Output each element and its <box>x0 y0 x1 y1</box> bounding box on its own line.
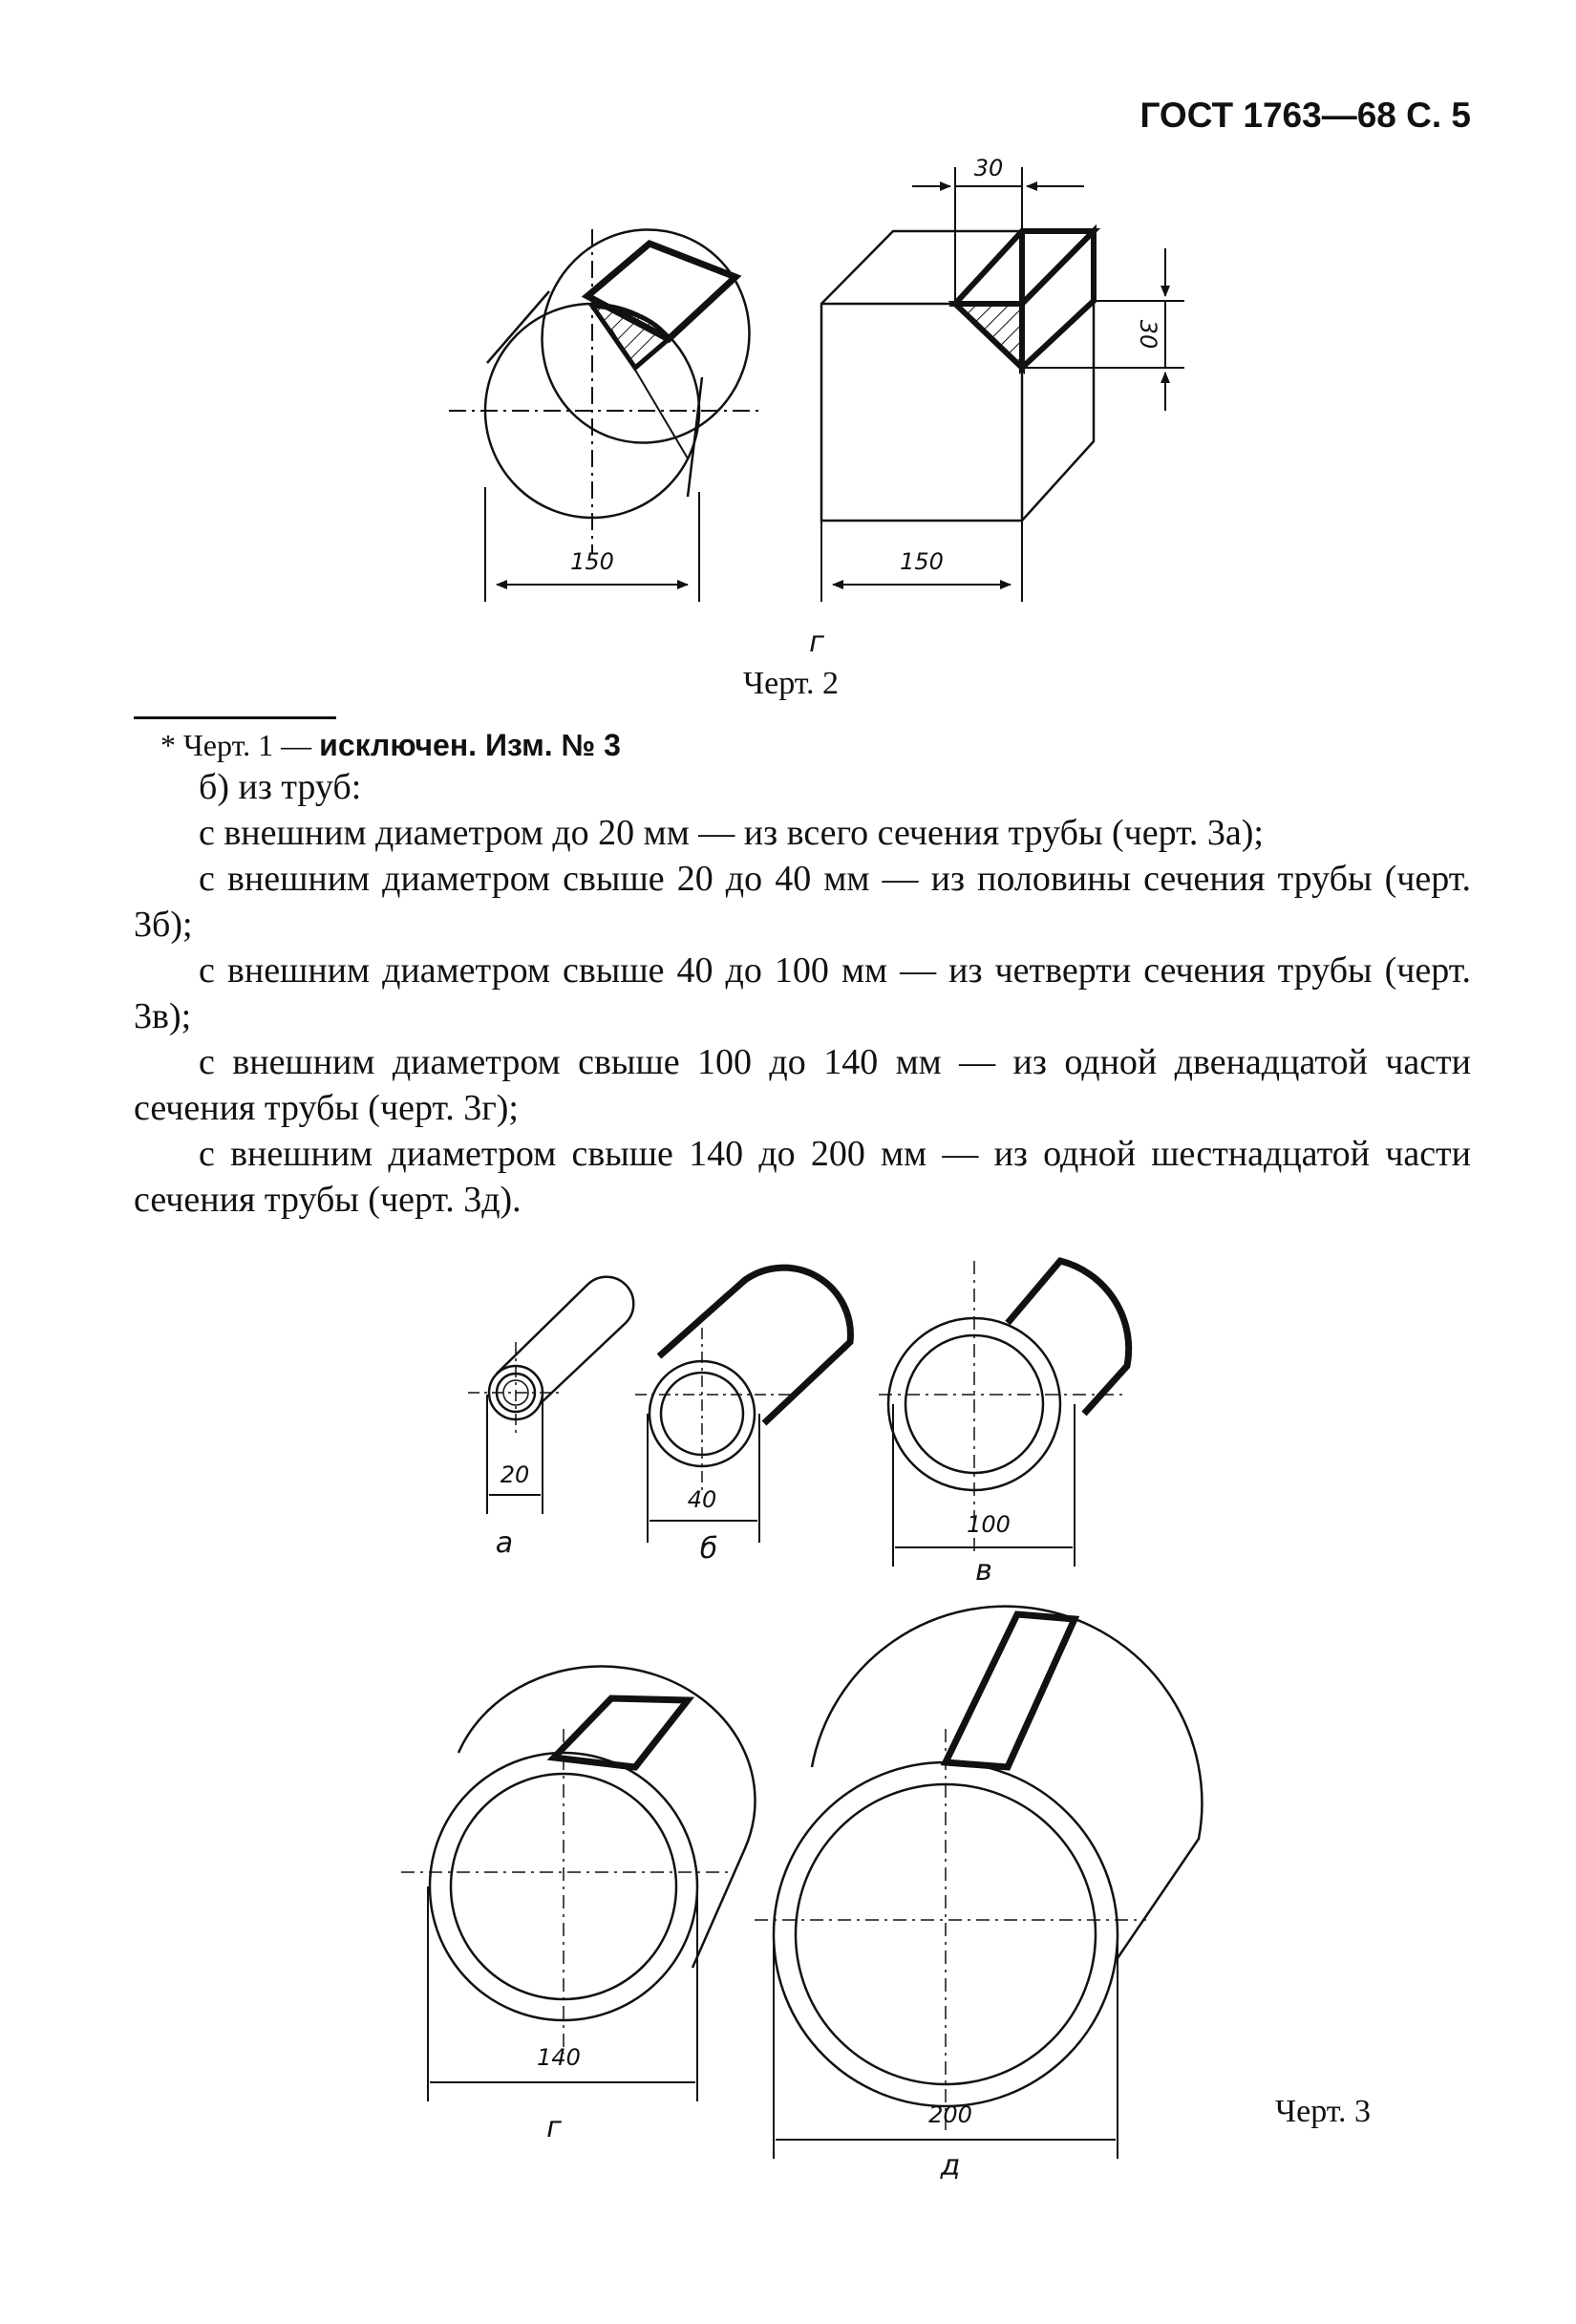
paragraph: с внешним диаметром до 20 мм — из всего сечения трубы (черт. 3а); <box>199 813 1264 853</box>
figure-2-drawing <box>0 0 1576 688</box>
body-text <box>134 764 1471 1223</box>
pipe-d-label: д <box>940 2149 961 2183</box>
paragraph: б) из труб: <box>199 767 362 807</box>
pipe-v-dimension: 100 <box>967 1511 1011 1538</box>
cube-top-dimension: 30 <box>973 155 1004 181</box>
cylinder-cut-section <box>587 244 735 368</box>
paragraph: с внешним диаметром свыше 140 до 200 мм — из одной шестнадцатой части сечения трубы (черт. 3д). <box>134 1134 1471 1220</box>
footnote-rule <box>134 716 336 719</box>
pipe-b-label: б <box>699 1532 718 1566</box>
paragraph: с внешним диаметром свыше 20 до 40 мм — из половины сечения трубы (черт. 3б); <box>134 859 1471 945</box>
paragraph: с внешним диаметром свыше 40 до 100 мм — из четверти сечения трубы (черт. 3в); <box>134 950 1471 1036</box>
pipe-a-label: а <box>495 1526 514 1560</box>
pipe-d <box>755 1607 1202 2159</box>
pipe-a-dimension: 20 <box>500 1461 530 1488</box>
footnote-text: исключен. Изм. № 3 <box>319 728 621 762</box>
pipe-b-dimension: 40 <box>687 1486 717 1513</box>
cylinder-width-dimension: 150 <box>570 548 614 575</box>
pipe-b <box>635 1268 850 1543</box>
pipe-v-label: в <box>975 1554 992 1588</box>
page-header: ГОСТ 1763—68 С. 5 <box>1139 96 1471 135</box>
cylinder-specimen <box>449 201 779 554</box>
figure-2-caption: Черт. 2 <box>743 666 840 701</box>
footnote <box>160 728 621 763</box>
cube-width-dimension: 150 <box>900 548 944 575</box>
pipe-g <box>401 1667 756 2101</box>
paragraph: с внешним диаметром свыше 100 до 140 мм — из одной двенадцатой части сечения трубы (черт. 3г); <box>134 1042 1471 1128</box>
pipe-g-label: г <box>546 2111 562 2144</box>
figure-2-sub-label: г <box>809 626 824 659</box>
pipe-g-dimension: 140 <box>537 2044 581 2071</box>
pipe-d-dimension: 200 <box>928 2101 972 2128</box>
figure-3-caption: Черт. 3 <box>1275 2094 1372 2129</box>
footnote-marker: * Черт. 1 — <box>160 728 312 762</box>
cube-right-dimension: 30 <box>1135 319 1161 350</box>
cube-cut-section <box>955 231 1094 368</box>
